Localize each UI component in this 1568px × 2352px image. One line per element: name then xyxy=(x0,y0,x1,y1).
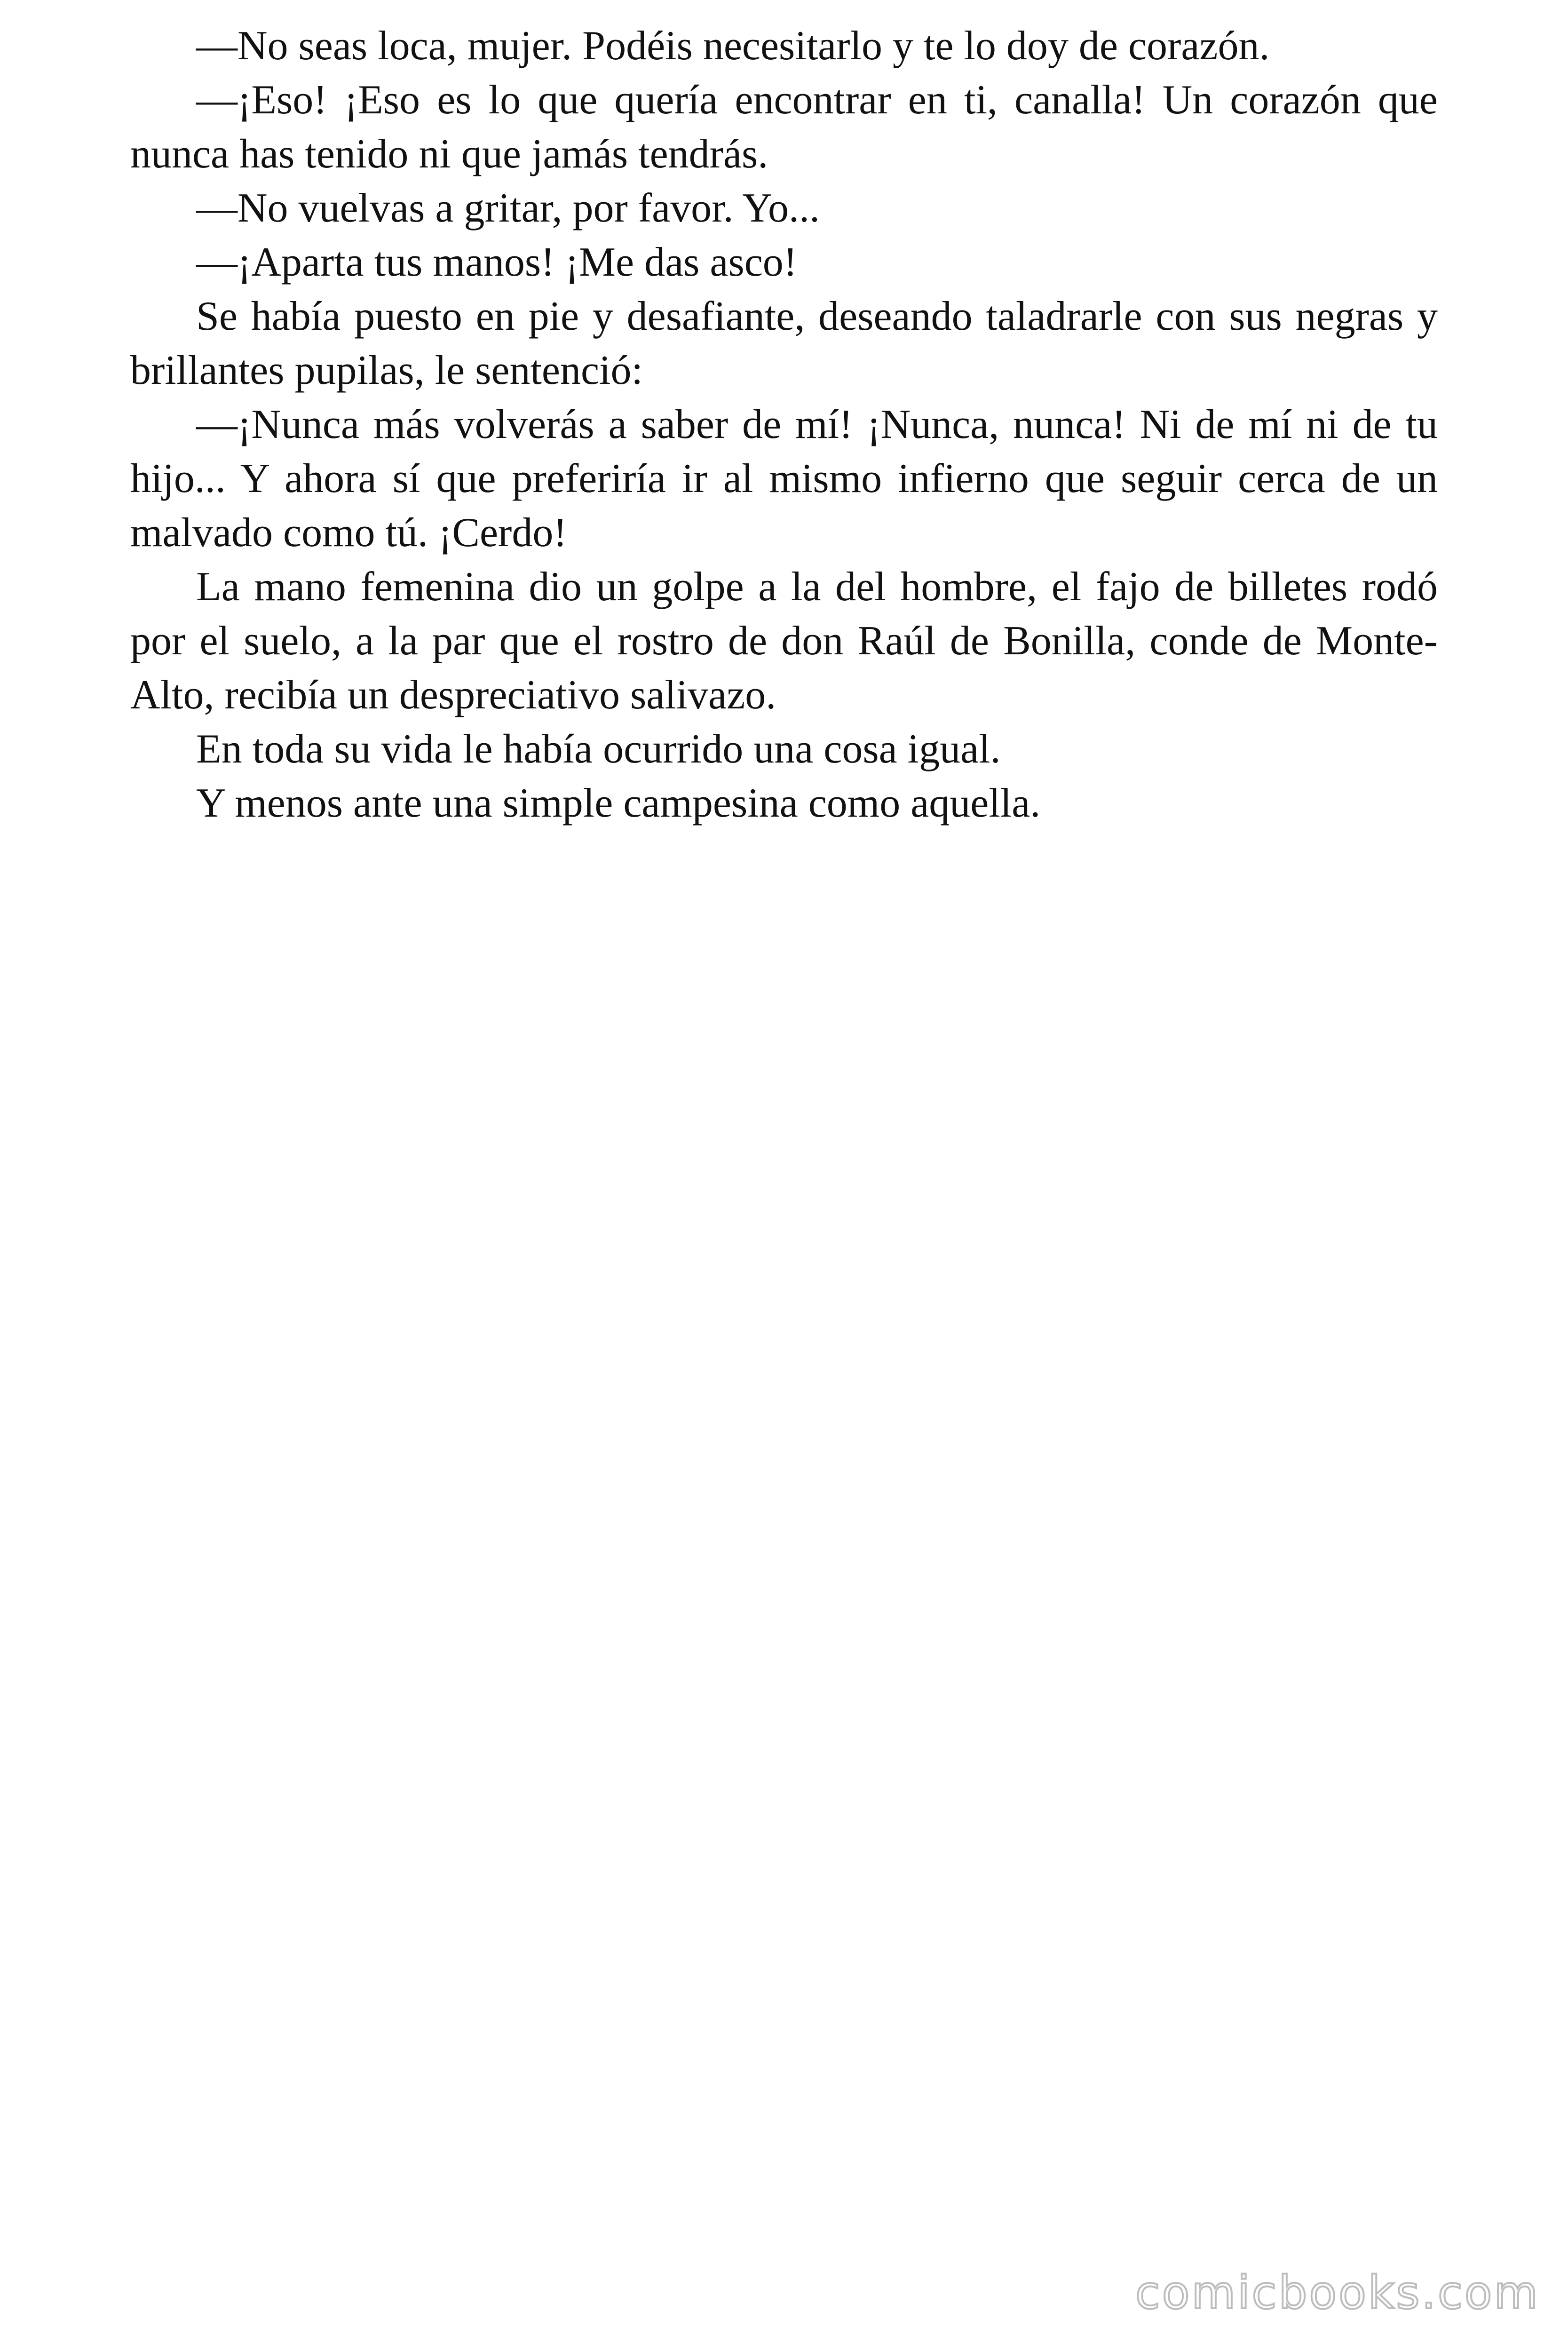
paragraph-1: —No seas loca, mujer. Podéis necesitarlo y te lo doy de corazón. xyxy=(196,23,1270,69)
watermark: comicbooks.com xyxy=(1135,2266,1540,2319)
paragraph-8: En toda su vida le había ocurrido una cosa igual. xyxy=(196,726,1001,772)
paragraph-3: —No vuelvas a gritar, por favor. Yo... xyxy=(196,185,820,231)
paragraph-5: Se había puesto en pie y desafiante, deseando taladrarle con sus negras y brillantes pupilas, le sentenció: xyxy=(130,294,1438,393)
body-text xyxy=(130,19,1438,830)
paragraph-6: —¡Nunca más volverás a saber de mí! ¡Nunca, nunca! Ni de mí ni de tu hijo... Y ahora sí que preferiría ir al mismo infierno que seguir cerca de un malvado como tú. ¡Cerdo! xyxy=(130,402,1438,556)
paragraph-2: —¡Eso! ¡Eso es lo que quería encontrar en ti, canalla! Un corazón que nunca has tenido ni que jamás tendrás. xyxy=(130,77,1438,177)
paragraph-7: La mano femenina dio un golpe a la del hombre, el fajo de billetes rodó por el suelo, a la par que el rostro de don Raúl de Bonilla, conde de Monte-Alto, recibía un despreciativo salivazo. xyxy=(130,564,1438,718)
paragraph-9: Y menos ante una simple campesina como aquella. xyxy=(196,780,1041,826)
paragraph-4: —¡Aparta tus manos! ¡Me das asco! xyxy=(196,239,798,285)
